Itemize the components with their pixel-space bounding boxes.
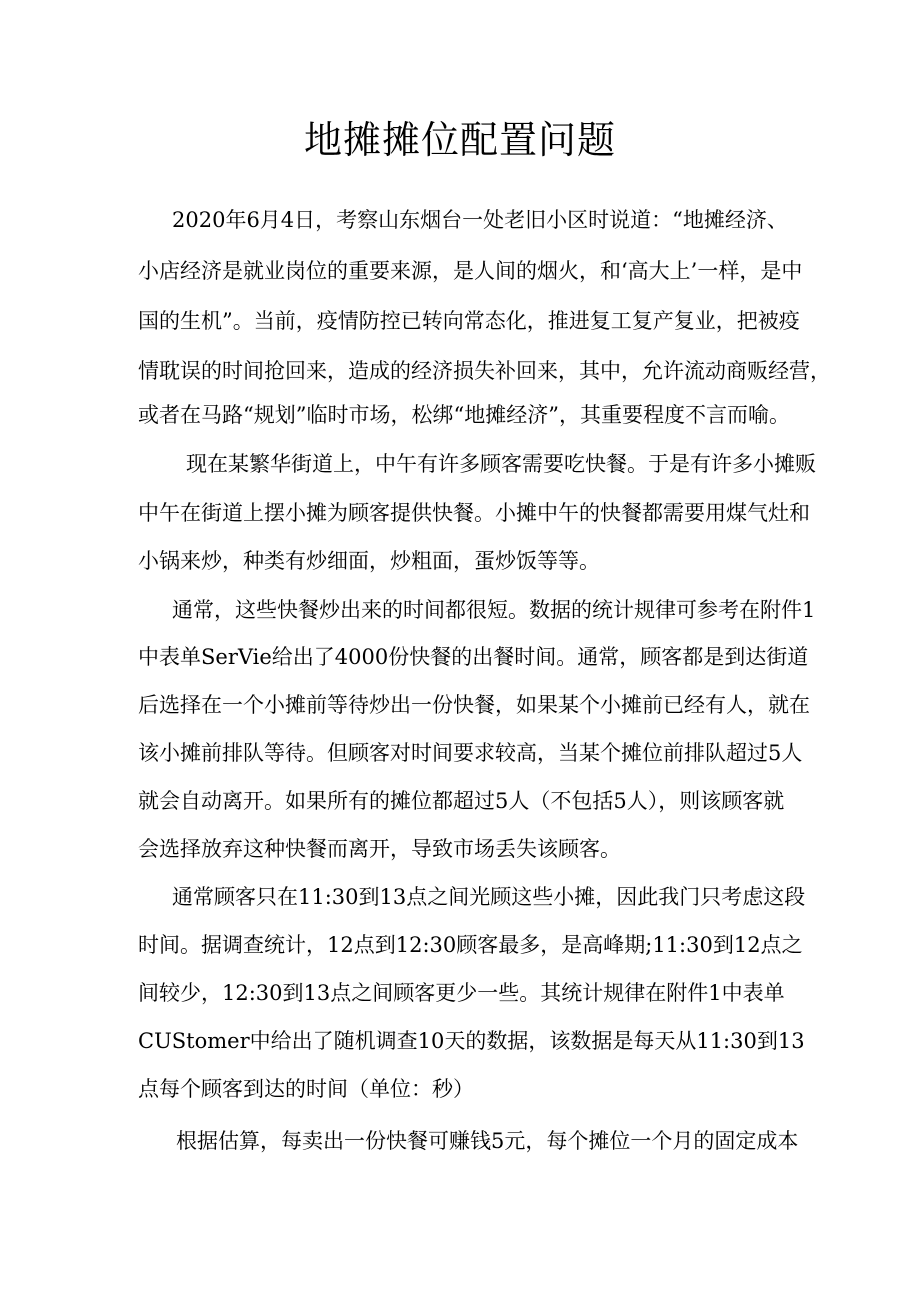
paragraph-2-line-1: 现在某繁华街道上，中午有许多顾客需要吃快餐。于是有许多小摊贩: [186, 452, 816, 476]
paragraph-3-line-4: 该小摊前排队等待。但顾客对时间要求较高，当某个摊位前排队超过5人: [138, 741, 803, 765]
paragraph-1-line-2: 小店经济是就业岗位的重要来源，是人间的烟火，和‘高大上’一样，是中: [138, 259, 803, 283]
paragraph-1-line-5: 或者在马路“规划”临时市场，松绑“地摊经济”，其重要程度不言而喻。: [138, 403, 790, 427]
paragraph-1-line-1: 2020年6月4日，考察山东烟台一处老旧小区时说道：“地摊经济、: [172, 208, 788, 232]
paragraph-1-line-3: 国的生机”。当前，疫情防控已转向常态化，推进复工复产复业，把被疫: [138, 309, 800, 333]
paragraph-3-line-2: 中表单SerVie给出了4000份快餐的出餐时间。通常，顾客都是到达街道: [138, 645, 809, 669]
paragraph-4-line-1: 通常顾客只在11:30到13点之间光顾这些小摊，因此我门只考虑这段: [172, 885, 806, 909]
paragraph-4-line-5: 点每个顾客到达的时间（单位：秒）: [138, 1077, 474, 1101]
paragraph-4-line-3: 间较少，12:30到13点之间顾客更少一些。其统计规律在附件1中表单: [138, 981, 785, 1005]
paragraph-4-line-4: CUStomer中给出了随机调查10天的数据，该数据是每天从11:30到13: [138, 1029, 805, 1053]
paragraph-3-line-3: 后选择在一个小摊前等待炒出一份快餐，如果某个小摊前已经有人，就在: [138, 693, 810, 717]
document-title: 地摊摊位配置问题: [303, 118, 616, 162]
paragraph-3-line-1: 通常，这些快餐炒出来的时间都很短。数据的统计规律可参考在附件1: [172, 598, 816, 622]
paragraph-4-line-2: 时间。据调查统计，12点到12:30顾客最多，是高峰期;11:30到12点之: [138, 933, 803, 957]
paragraph-2-line-2: 中午在街道上摆小摊为顾客提供快餐。小摊中午的快餐都需要用煤气灶和: [138, 501, 810, 525]
paragraph-5-line-1: 根据估算，每卖出一份快餐可赚钱5元，每个摊位一个月的固定成本: [176, 1129, 799, 1153]
paragraph-3-line-6: 会选择放弃这种快餐而离开，导致市场丢失该顾客。: [138, 837, 621, 861]
paragraph-2-line-3: 小锅来炒，种类有炒细面，炒粗面，蛋炒饭等等。: [138, 549, 600, 573]
paragraph-1-line-4: 情耽误的时间抢回来，造成的经济损失补回来，其中，允许流动商贩经营，: [138, 359, 831, 383]
paragraph-3-line-5: 就会自动离开。如果所有的摊位都超过5人（不包括5人），则该顾客就: [138, 789, 785, 813]
